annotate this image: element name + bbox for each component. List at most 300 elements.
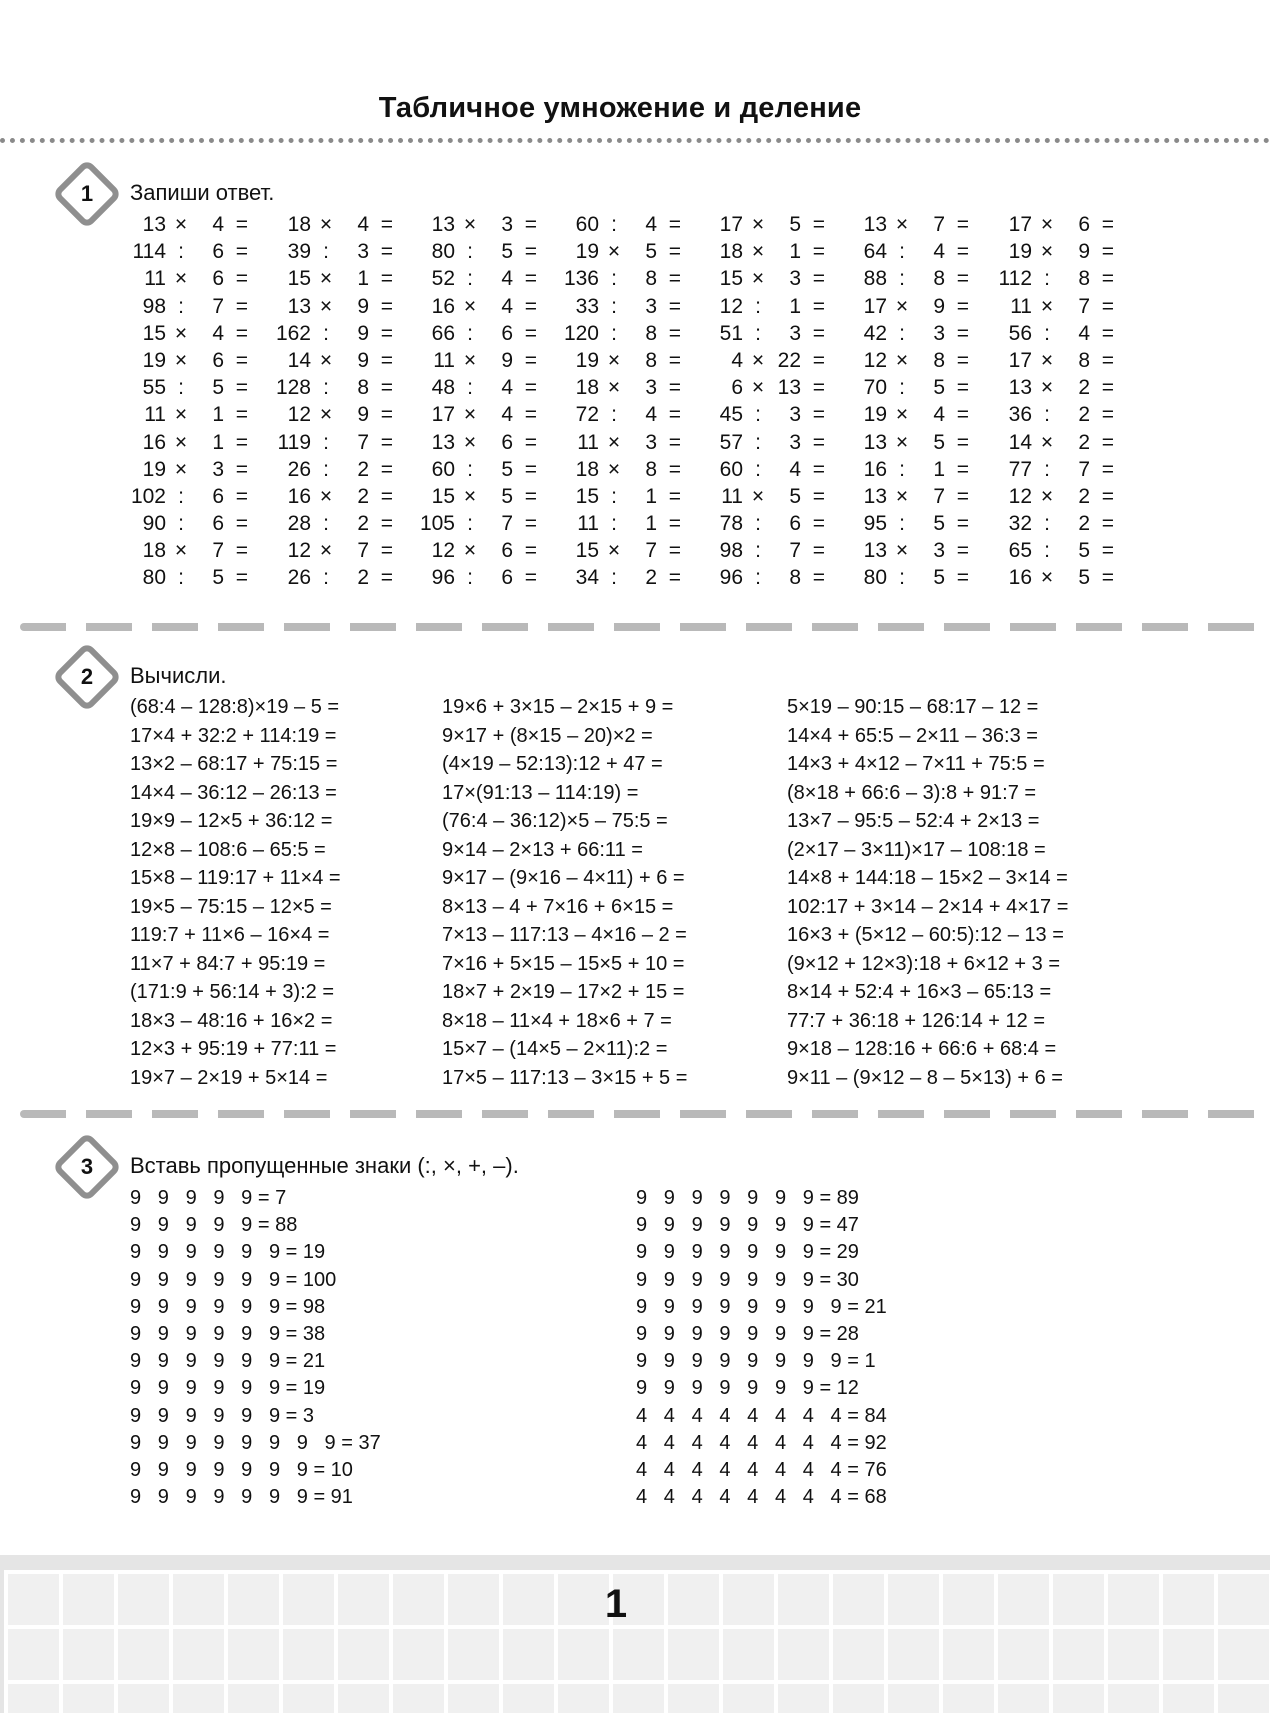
task3-puzzle: 9 9 9 9 9 9 = 19 <box>130 1241 326 1264</box>
operator: : <box>755 294 761 318</box>
equals-sign: = <box>812 403 825 427</box>
operator: × <box>319 213 333 236</box>
task3-puzzle: 9 9 9 9 9 9 9 = 30 <box>636 1268 859 1291</box>
operand: 3 <box>933 321 945 345</box>
operand: 5 <box>212 566 224 590</box>
operand: 6 <box>212 484 224 508</box>
task1-column <box>841 211 969 592</box>
operator: : <box>611 403 617 427</box>
operand: 7 <box>1078 457 1090 481</box>
operator: × <box>174 457 188 481</box>
task1-exercise <box>986 320 1114 347</box>
task2-expression: 102:17 + 3×14 – 2×14 + 4×17 = <box>787 895 1069 918</box>
task1-exercise <box>409 429 537 456</box>
operand: 17 <box>431 403 455 427</box>
operand: 3 <box>645 376 657 400</box>
operand: 78 <box>719 512 743 536</box>
equals-sign: = <box>1101 403 1114 427</box>
operand: 5 <box>501 457 513 481</box>
operand: 4 <box>357 213 369 236</box>
operator: × <box>174 430 188 454</box>
operator: : <box>467 457 473 481</box>
task1-exercise <box>120 238 248 265</box>
operand: 80 <box>863 566 887 590</box>
operator: : <box>899 267 905 291</box>
operator: : <box>755 566 761 590</box>
operand: 2 <box>357 457 369 481</box>
operator: × <box>1040 376 1054 400</box>
equals-sign: = <box>812 539 825 563</box>
operand: 5 <box>212 376 224 400</box>
task1-number: 1 <box>80 181 94 206</box>
task1-exercise <box>553 347 681 374</box>
operand: 18 <box>287 213 311 236</box>
operand: 2 <box>357 566 369 590</box>
task1-exercise <box>265 483 393 510</box>
equals-sign: = <box>1101 484 1114 508</box>
task1-column <box>265 211 393 592</box>
operator: × <box>174 403 188 427</box>
operand: 17 <box>719 213 743 236</box>
operand: 8 <box>645 348 657 372</box>
operator: : <box>611 484 617 508</box>
operator: × <box>1040 430 1054 454</box>
operand: 19 <box>575 348 599 372</box>
operator: × <box>607 376 621 400</box>
equals-sign: = <box>812 213 825 236</box>
equals-sign: = <box>235 294 248 318</box>
operand: 12 <box>863 348 887 372</box>
operand: 3 <box>501 213 513 236</box>
operand: 3 <box>645 294 657 318</box>
operand: 2 <box>1078 403 1090 427</box>
equals-sign: = <box>812 376 825 400</box>
task2-expression: 7×16 + 5×15 – 15×5 + 10 = <box>442 952 685 975</box>
task1-exercise <box>841 483 969 510</box>
task1-exercise <box>409 374 537 401</box>
equals-sign: = <box>668 512 681 536</box>
operator: : <box>611 294 617 318</box>
operator: : <box>323 457 329 481</box>
operand: 12 <box>1008 484 1032 508</box>
operand: 136 <box>563 267 599 291</box>
task1-exercise <box>553 293 681 320</box>
operator: × <box>174 267 188 291</box>
task2-expression: 9×11 – (9×12 – 8 – 5×13) + 6 = <box>787 1066 1063 1089</box>
task3-puzzle: 4 4 4 4 4 4 4 4 = 76 <box>636 1458 887 1481</box>
task1-exercise <box>697 564 825 591</box>
operator: : <box>611 321 617 345</box>
task1-exercise <box>120 293 248 320</box>
task1-exercise <box>841 456 969 483</box>
operand: 4 <box>501 376 513 400</box>
operator: : <box>1044 512 1050 536</box>
task2-expression: 16×3 + (5×12 – 60:5):12 – 13 = <box>787 924 1064 946</box>
task1-exercise <box>841 429 969 456</box>
operator: × <box>1040 213 1054 236</box>
task1-exercise <box>986 483 1114 510</box>
task1-exercise <box>553 429 681 456</box>
task1-exercise <box>409 211 537 238</box>
task1-exercise <box>120 265 248 292</box>
operator: : <box>1044 539 1050 563</box>
operator: × <box>319 348 333 372</box>
operand: 39 <box>287 240 311 264</box>
equals-sign: = <box>812 348 825 372</box>
operand: 8 <box>933 348 945 372</box>
task2-expression: 8×13 – 4 + 7×16 + 6×15 = <box>442 895 674 918</box>
task2-expression: 9×18 – 128:16 + 66:6 + 68:4 = <box>787 1038 1057 1060</box>
operand: 33 <box>575 294 599 318</box>
task2-expression: 18×7 + 2×19 – 17×2 + 15 = <box>442 981 685 1003</box>
equals-sign: = <box>812 512 825 536</box>
equals-sign: = <box>235 348 248 372</box>
equals-sign: = <box>1101 457 1114 481</box>
operand: 2 <box>1078 484 1090 508</box>
operand: 4 <box>501 403 513 427</box>
operand: 16 <box>431 294 455 318</box>
operand: 4 <box>731 348 743 372</box>
equals-sign: = <box>380 457 393 481</box>
task2-expression: 7×13 – 117:13 – 4×16 – 2 = <box>442 924 687 946</box>
task3-puzzle: 9 9 9 9 9 9 = 100 <box>130 1268 337 1291</box>
task1-exercise <box>120 510 248 537</box>
equals-sign: = <box>380 321 393 345</box>
operand: 13 <box>431 213 455 236</box>
operator: : <box>755 539 761 563</box>
task1-exercise <box>553 483 681 510</box>
task1-exercise <box>120 429 248 456</box>
operator: × <box>895 294 909 318</box>
task2-expression: 15×8 – 119:17 + 11×4 = <box>130 867 341 889</box>
equals-sign: = <box>812 321 825 345</box>
equals-sign: = <box>524 213 537 236</box>
operand: 66 <box>431 321 455 345</box>
operand: 15 <box>575 539 599 563</box>
operator: : <box>178 484 184 508</box>
operator: : <box>467 376 473 400</box>
operand: 19 <box>863 403 887 427</box>
task1-exercise <box>553 564 681 591</box>
equals-sign: = <box>235 403 248 427</box>
task1-exercise <box>697 537 825 564</box>
task1-exercise <box>120 564 248 591</box>
operator: : <box>611 213 617 236</box>
operator: : <box>178 376 184 400</box>
task2-expression: 77:7 + 36:18 + 126:14 + 12 = <box>787 1009 1046 1032</box>
operator: : <box>323 566 329 590</box>
operator: : <box>178 566 184 590</box>
operator: × <box>607 430 621 454</box>
operand: 3 <box>789 430 801 454</box>
dotted-divider <box>0 138 1270 143</box>
task2-expression: (2×17 – 3×11)×17 – 108:18 = <box>787 838 1046 861</box>
task1-exercise <box>409 238 537 265</box>
operand: 18 <box>142 539 166 563</box>
equals-sign: = <box>956 240 969 264</box>
task1-exercise <box>265 374 393 401</box>
operator: : <box>323 430 329 454</box>
task2-expression: 14×3 + 4×12 – 7×11 + 75:5 = <box>787 753 1045 775</box>
operand: 2 <box>1078 376 1090 400</box>
operand: 5 <box>789 213 801 236</box>
task2-number: 2 <box>80 664 94 689</box>
operand: 18 <box>719 240 743 264</box>
task1-exercise <box>841 265 969 292</box>
operand: 95 <box>863 512 887 536</box>
task2-expression: 19×7 – 2×19 + 5×14 = <box>130 1066 328 1089</box>
equals-sign: = <box>380 430 393 454</box>
task3-puzzle: 4 4 4 4 4 4 4 4 = 92 <box>636 1431 887 1454</box>
task1-column <box>986 211 1114 592</box>
operator: × <box>319 484 333 508</box>
operand: 13 <box>287 294 311 318</box>
operand: 13 <box>863 484 887 508</box>
equals-sign: = <box>1101 267 1114 291</box>
operator: : <box>467 267 473 291</box>
equals-sign: = <box>235 376 248 400</box>
operator: × <box>463 403 477 427</box>
task1-exercise <box>986 347 1114 374</box>
operand: 3 <box>933 539 945 563</box>
operator: × <box>1040 566 1054 590</box>
task2-expression: 14×8 + 144:18 – 15×2 – 3×14 = <box>787 867 1068 889</box>
operator: × <box>895 348 909 372</box>
equals-sign: = <box>956 348 969 372</box>
equals-sign: = <box>668 566 681 590</box>
operator: : <box>178 512 184 536</box>
equals-sign: = <box>380 240 393 264</box>
equals-sign: = <box>956 321 969 345</box>
equals-sign: = <box>380 484 393 508</box>
operand: 26 <box>287 566 311 590</box>
equals-sign: = <box>956 457 969 481</box>
task1-exercise <box>553 374 681 401</box>
operator: : <box>899 566 905 590</box>
operator: : <box>467 566 473 590</box>
operand: 5 <box>1078 566 1090 590</box>
equals-sign: = <box>1101 321 1114 345</box>
operand: 26 <box>287 457 311 481</box>
operator: : <box>755 321 761 345</box>
task1-exercise <box>409 347 537 374</box>
operand: 9 <box>1078 240 1090 264</box>
operator: × <box>463 484 477 508</box>
task1-exercise <box>409 456 537 483</box>
task2-expression: 11×7 + 84:7 + 95:19 = <box>130 952 326 975</box>
task2-expression: 5×19 – 90:15 – 68:17 – 12 = <box>787 696 1039 718</box>
equals-sign: = <box>524 566 537 590</box>
equals-sign: = <box>668 213 681 236</box>
operand: 17 <box>1008 213 1032 236</box>
task1-exercise <box>841 211 969 238</box>
task1-exercise <box>697 320 825 347</box>
operator: : <box>611 566 617 590</box>
task1-column <box>553 211 681 592</box>
equals-sign: = <box>668 348 681 372</box>
operator: : <box>1044 457 1050 481</box>
task1-exercise <box>265 456 393 483</box>
task1-exercise <box>553 456 681 483</box>
operand: 8 <box>789 566 801 590</box>
task2-expression: 9×14 – 2×13 + 66:11 = <box>442 838 643 861</box>
operand: 16 <box>863 457 887 481</box>
operand: 5 <box>789 484 801 508</box>
operator: × <box>1040 240 1054 264</box>
equals-sign: = <box>524 539 537 563</box>
task1-exercise <box>553 265 681 292</box>
operand: 120 <box>563 321 599 345</box>
operator: : <box>899 376 905 400</box>
task1-exercise <box>986 456 1114 483</box>
equals-sign: = <box>524 321 537 345</box>
equals-sign: = <box>1101 566 1114 590</box>
operand: 7 <box>645 539 657 563</box>
operand: 5 <box>645 240 657 264</box>
operand: 7 <box>212 539 224 563</box>
operator: : <box>899 321 905 345</box>
equals-sign: = <box>812 484 825 508</box>
task1-exercise <box>697 374 825 401</box>
equals-sign: = <box>380 348 393 372</box>
task1-exercise <box>409 320 537 347</box>
operand: 6 <box>212 348 224 372</box>
task2-expression: (8×18 + 66:6 – 3):8 + 91:7 = <box>787 781 1037 804</box>
equals-sign: = <box>524 457 537 481</box>
operator: : <box>1044 321 1050 345</box>
equals-sign: = <box>380 566 393 590</box>
operand: 13 <box>142 213 166 236</box>
equals-sign: = <box>956 430 969 454</box>
operator: : <box>323 376 329 400</box>
operand: 4 <box>501 267 513 291</box>
operand: 3 <box>789 321 801 345</box>
operand: 5 <box>933 512 945 536</box>
operand: 11 <box>1010 294 1032 318</box>
equals-sign: = <box>956 512 969 536</box>
task1-exercise <box>986 265 1114 292</box>
operand: 1 <box>789 294 801 318</box>
equals-sign: = <box>668 457 681 481</box>
equals-sign: = <box>380 376 393 400</box>
operator: : <box>611 267 617 291</box>
task1-exercise <box>265 429 393 456</box>
operator: : <box>899 512 905 536</box>
operator: : <box>755 512 761 536</box>
operand: 45 <box>719 403 743 427</box>
task3-puzzle: 9 9 9 9 9 9 9 9 = 1 <box>636 1350 876 1373</box>
operand: 60 <box>575 213 599 236</box>
operand: 8 <box>645 321 657 345</box>
operand: 9 <box>357 321 369 345</box>
operator: × <box>463 348 477 372</box>
task1-exercise <box>697 483 825 510</box>
operand: 2 <box>357 512 369 536</box>
task1-exercise <box>409 293 537 320</box>
operand: 3 <box>645 430 657 454</box>
task3-puzzle: 9 9 9 9 9 9 = 21 <box>130 1350 326 1373</box>
task2-expression: 17×5 – 117:13 – 3×15 + 5 = <box>442 1066 688 1089</box>
task1-exercise <box>553 537 681 564</box>
task1-exercise <box>986 564 1114 591</box>
operator: : <box>899 457 905 481</box>
operand: 9 <box>357 348 369 372</box>
operator: : <box>467 240 473 264</box>
operator: × <box>463 430 477 454</box>
operand: 15 <box>719 267 743 291</box>
equals-sign: = <box>524 348 537 372</box>
task2-expression: 14×4 + 65:5 – 2×11 – 36:3 = <box>787 724 1038 747</box>
equals-sign: = <box>956 403 969 427</box>
task1-exercise <box>409 510 537 537</box>
operand: 52 <box>431 267 455 291</box>
operand: 1 <box>357 267 369 291</box>
operand: 162 <box>275 321 311 345</box>
operand: 112 <box>998 267 1032 291</box>
task1-exercise <box>409 483 537 510</box>
task1-exercise <box>553 510 681 537</box>
operand: 15 <box>431 484 455 508</box>
equals-sign: = <box>235 321 248 345</box>
operator: × <box>751 240 765 264</box>
task3-puzzle: 9 9 9 9 9 = 88 <box>130 1214 298 1237</box>
equals-sign: = <box>1101 348 1114 372</box>
task3-puzzle: 9 9 9 9 9 = 7 <box>130 1187 287 1209</box>
operand: 70 <box>863 376 887 400</box>
operand: 6 <box>1078 213 1090 236</box>
task1-exercise <box>120 320 248 347</box>
operand: 57 <box>719 430 743 454</box>
task3-heading: Вставь пропущенные знаки (:, ×, +, –). <box>130 1153 519 1178</box>
operator: × <box>751 484 765 508</box>
operand: 6 <box>731 376 743 400</box>
task3-puzzle: 9 9 9 9 9 9 9 = 47 <box>636 1214 859 1237</box>
equals-sign: = <box>812 240 825 264</box>
page-number: 1 <box>604 1582 628 1626</box>
equals-sign: = <box>1101 294 1114 318</box>
equals-sign: = <box>235 240 248 264</box>
operand: 6 <box>212 267 224 291</box>
operator: : <box>467 321 473 345</box>
operand: 1 <box>645 512 657 536</box>
operator: × <box>463 213 477 236</box>
operand: 13 <box>863 430 887 454</box>
task3-puzzle: 9 9 9 9 9 9 = 19 <box>130 1377 326 1400</box>
operator: × <box>319 267 333 291</box>
operand: 88 <box>863 267 887 291</box>
task1-exercise <box>265 401 393 428</box>
operand: 14 <box>287 348 311 372</box>
operator: × <box>319 403 333 427</box>
operand: 17 <box>863 294 887 318</box>
operator: : <box>1044 267 1050 291</box>
equals-sign: = <box>235 539 248 563</box>
operator: × <box>1040 348 1054 372</box>
operand: 6 <box>789 512 801 536</box>
task3-column <box>636 1185 887 1511</box>
task1-exercise <box>986 510 1114 537</box>
operand: 9 <box>501 348 513 372</box>
task3-puzzle: 9 9 9 9 9 9 = 98 <box>130 1295 326 1318</box>
operand: 1 <box>933 457 945 481</box>
operand: 60 <box>719 457 743 481</box>
operator: × <box>895 539 909 563</box>
operator: × <box>463 294 477 318</box>
task3-number: 3 <box>80 1154 94 1179</box>
operand: 4 <box>501 294 513 318</box>
operand: 2 <box>1078 512 1090 536</box>
operand: 16 <box>142 430 166 454</box>
